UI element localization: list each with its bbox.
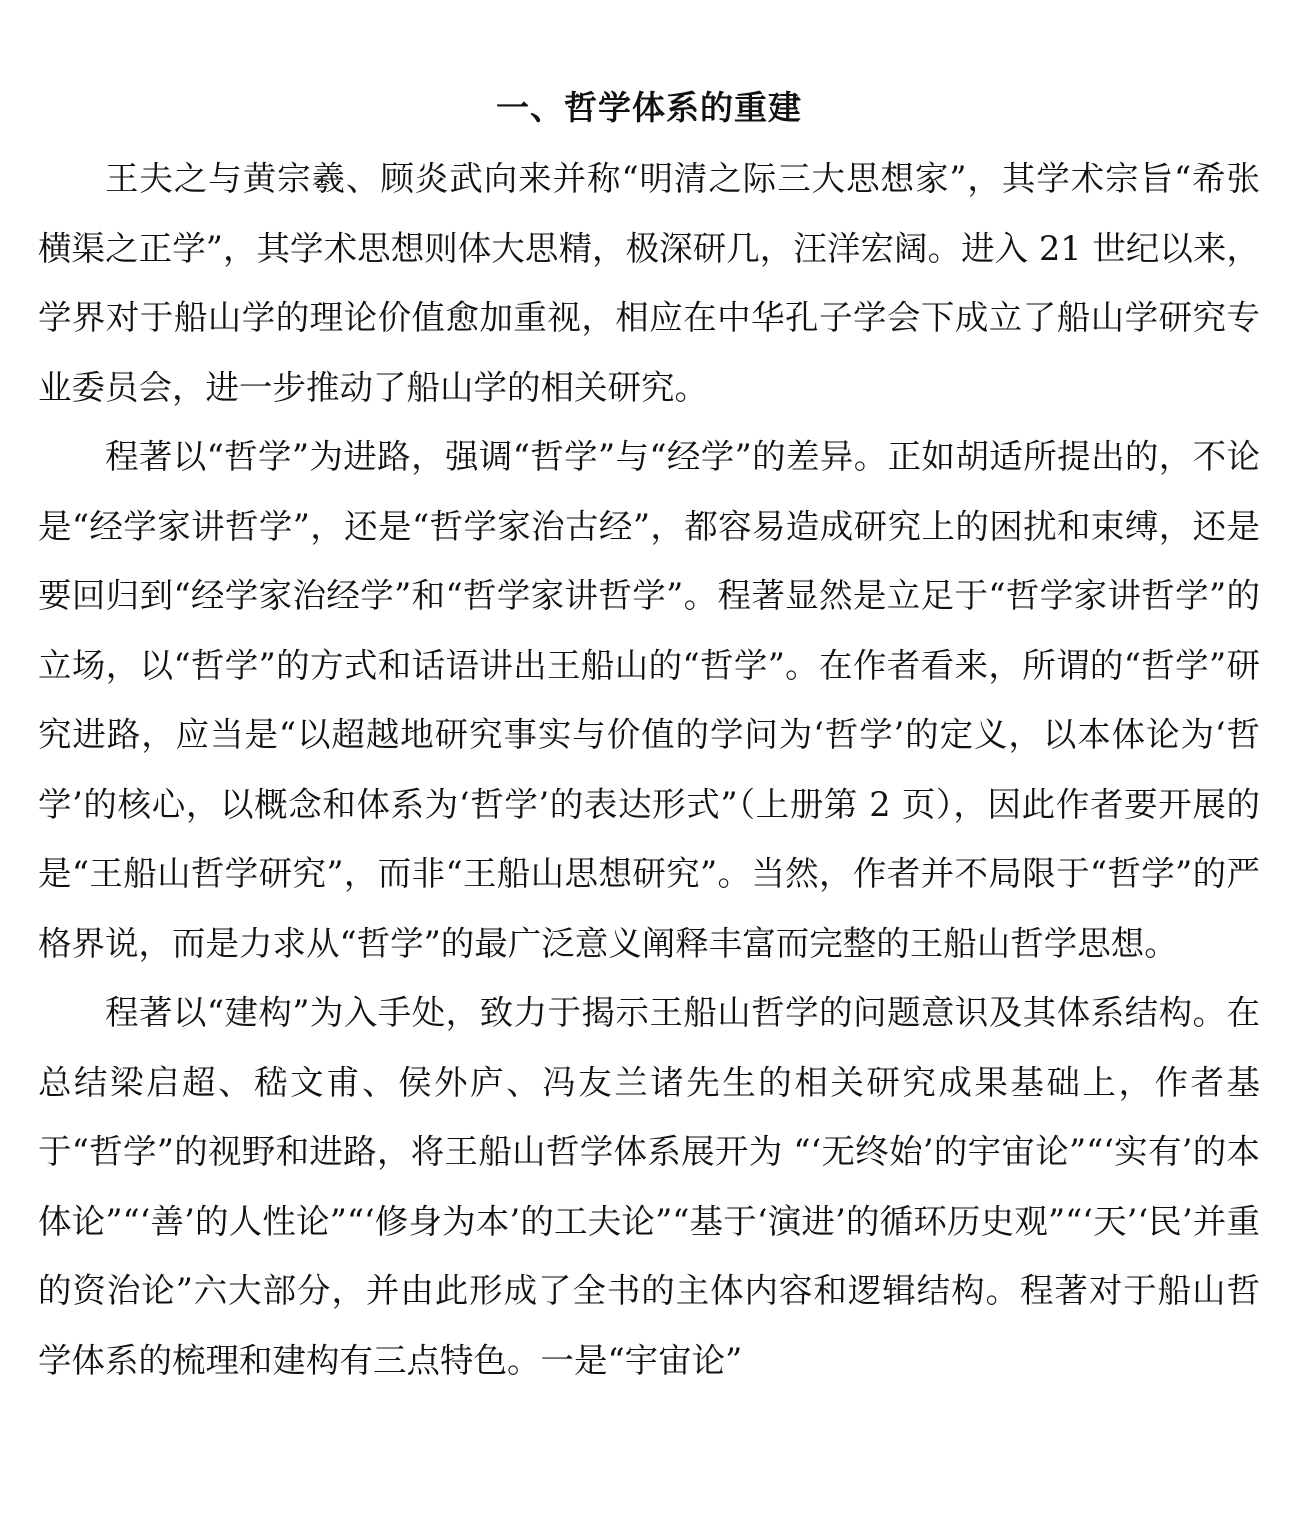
paragraph-2: 程著以“哲学”为进路，强调“哲学”与“经学”的差异。正如胡适所提出的，不论是“经学家讲哲学”，还是“哲学家治古经”，都容易造成研究上的困扰和束缚，还是要回归到“经学家治经学”和“哲学家讲哲学”。程著显然是立足于“哲学家讲哲学”的立场，以“哲学”的方式和话语讲出王船山的“哲学”。在作者看来，所谓的“哲学”研究进路，应当是“以超越地研究事实与价值的学问为‘哲学’的定义，以本体论为‘哲学’的核心，以概念和体系为‘哲学’的表达形式”（上册第 2 页），因此作者要开展的是“王船山哲学研究”，而非“王船山思想研究”。当然，作者并不局限于“哲学”的严格界说，而是力求从“哲学”的最广泛意义阐释丰富而完整的王船山哲学思想。: [38, 437, 1260, 963]
paragraph-1: 王夫之与黄宗羲、顾炎武向来并称“明清之际三大思想家”，其学术宗旨“希张横渠之正学”，其学术思想则体大思精，极深研几，汪洋宏阔。进入 21 世纪以来，学界对于船山学的理论价值愈加重视，相应在中华孔子学会下成立了船山学研究专业委员会，进一步推动了船山学的相关研究。: [38, 159, 1260, 407]
document-page: [38, 80, 1260, 1395]
paragraph-3: 程著以“建构”为入手处，致力于揭示王船山哲学的问题意识及其体系结构。在总结梁启超、嵇文甫、侯外庐、冯友兰诸先生的相关研究成果基础上，作者基于“哲学”的视野和进路，将王船山哲学体系展开为 “‘无终始’的宇宙论”“‘实有’的本体论”“‘善’的人性论”“‘修身为本’的工夫论”“基于‘演进’的循环历史观”“‘天’‘民’并重的资治论”六大部分，并由此形成了全书的主体内容和逻辑结构。程著对于船山哲学体系的梳理和建构有三点特色。一是“宇宙论”: [38, 993, 1260, 1380]
section-title: 一、哲学体系的重建: [496, 88, 802, 127]
